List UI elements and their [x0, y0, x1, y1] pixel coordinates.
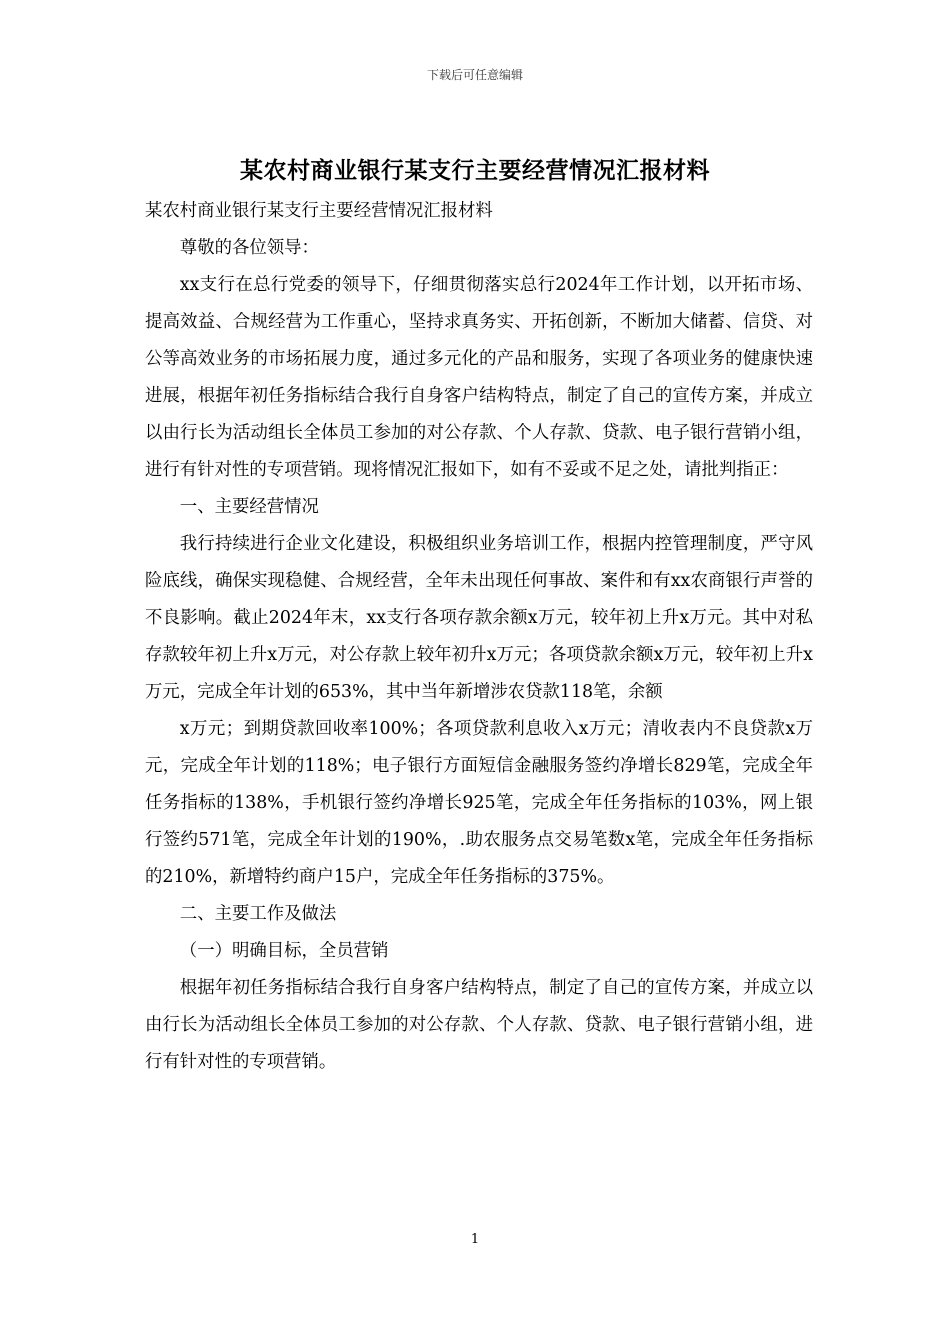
operations-continued-paragraph: x万元；到期贷款回收率100%；各项贷款利息收入x万元；清收表内不良贷款x万元，完成全年计划的118%；电子银行方面短信金融服务签约净增长829笔，完成全年任务指标的138%，手机银行签约净增长925笔，完成全年任务指标的103%，网上银行签约571笔，完成全年计划的190%，.助农服务点交易笔数x笔，完成全年任务指标的210%，新增特约商户15户，完成全年任务指标的375%。: [145, 719, 813, 887]
section-heading-2: 二、主要工作及做法: [179, 904, 337, 924]
intro-paragraph: xx支行在总行党委的领导下，仔细贯彻落实总行2024年工作计划，以开拓市场、提高效益、合规经营为工作重心，坚持求真务实、开拓创新，不断加大储蓄、信贷、对公等高效业务的市场拓展力度，通过多元化的产品和服务，实现了各项业务的健康快速进展，根据年初任务指标结合我行自身客户结构特点，制定了自己的宣传方案，并成立以由行长为活动组长全体员工参加的对公存款、个人存款、贷款、电子银行营销小组，进行有针对性的专项营销。现将情况汇报如下，如有不妥或不足之处，请批判指正：: [145, 275, 813, 480]
marketing-paragraph: 根据年初任务指标结合我行自身客户结构特点，制定了自己的宣传方案，并成立以由行长为活动组长全体员工参加的对公存款、个人存款、贷款、电子银行营销小组，进行有针对性的专项营销。: [145, 978, 813, 1072]
section-heading-1: 一、主要经营情况: [179, 497, 319, 517]
page-number: 1: [470, 1232, 480, 1247]
header-note: 下载后可任意编辑: [426, 68, 523, 82]
document-title: 某农村商业银行某支行主要经营情况汇报材料: [240, 157, 710, 184]
salutation-paragraph: 尊敬的各位领导：: [179, 238, 319, 258]
operations-paragraph: 我行持续进行企业文化建设，积极组织业务培训工作，根据内控管理制度，严守风险底线，确保实现稳健、合规经营，全年未出现任何事故、案件和有xx农商银行声誉的不良影响。截止2024年末，xx支行各项存款余额x万元，较年初上升x万元。其中对私存款较年初上升x万元，对公存款上较年初升x万元；各项贷款余额x万元，较年初上升x万元，完成全年计划的653%，其中当年新增涉农贷款118笔，余额: [145, 534, 813, 702]
subsection-heading-1: （一）明确目标，全员营销: [179, 941, 389, 961]
subtitle-paragraph: 某农村商业银行某支行主要经营情况汇报材料: [145, 201, 493, 221]
document-body: [145, 193, 813, 1081]
